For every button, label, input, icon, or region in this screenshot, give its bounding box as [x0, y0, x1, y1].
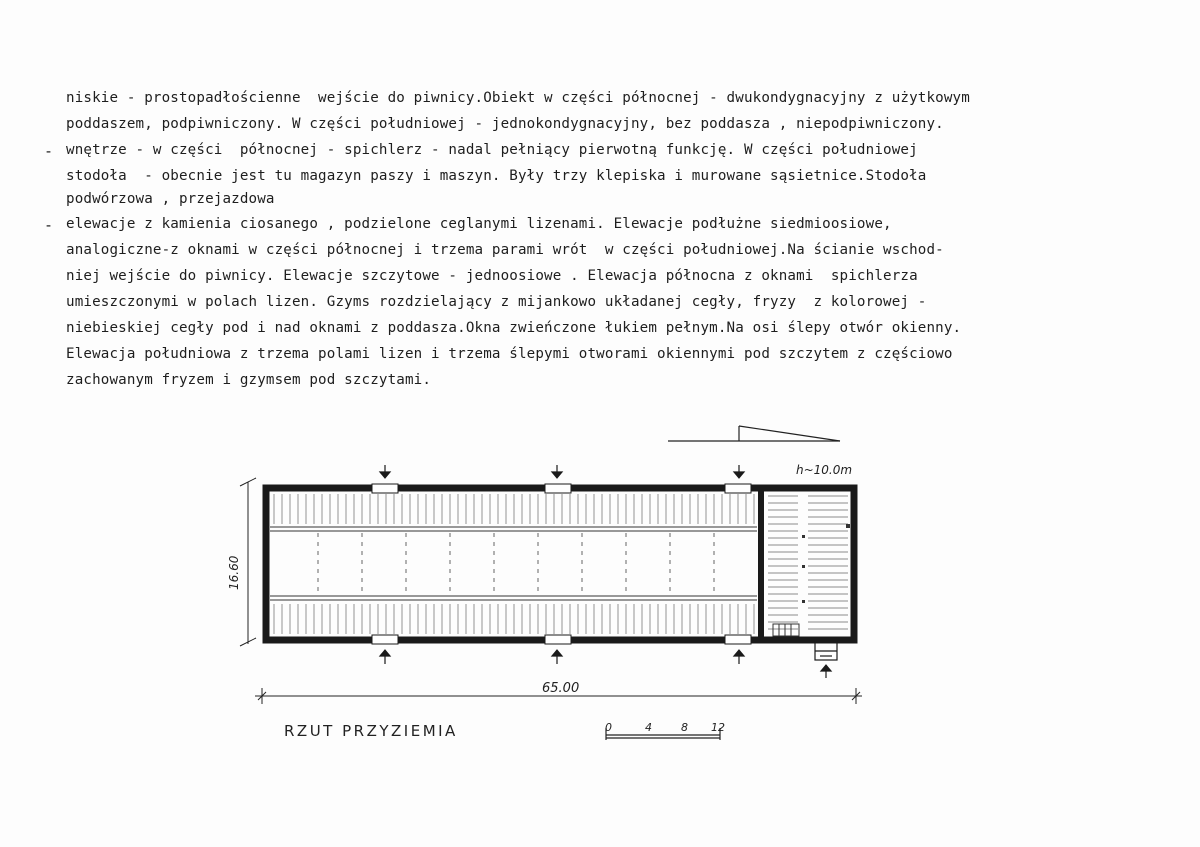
scale-label-12: 12	[711, 721, 725, 734]
length-dimension-label: 65.00	[542, 681, 580, 696]
width-dimension-line	[240, 478, 256, 646]
text-line-6: elewacje z kamienia ciosanego , podzielone ceglanymi lizenami. Elewacje podłużne siedmioosiowe,	[66, 216, 892, 232]
door-openings	[372, 484, 751, 644]
barn-floor-hatching	[274, 494, 754, 634]
text-line-8: niej wejście do piwnicy. Elewacje szczytowe - jednoosiowe . Elewacja północna z oknami spichlerza	[66, 268, 918, 284]
text-line-12: zachowanym fryzem i gzymsem pod szczytami.	[66, 372, 432, 388]
text-line-5: podwórzowa , przejazdowa	[66, 191, 275, 207]
text-line-1: niskie - prostopadłościenne wejście do piwnicy.Obiekt w części północnej - dwukondygnacyjny z użytkowym	[66, 90, 970, 106]
text-line-11: Elewacja południowa z trzema polami lizen i trzema ślepymi otworami okiennymi pod szczytem z częściowo	[66, 346, 953, 362]
scale-label-0: 0	[605, 721, 612, 734]
text-line-7: analogiczne-z oknami w części północnej i trzema parami wrót w części południowej.Na ścianie wschod-	[66, 242, 944, 258]
text-line-9: umieszczonymi w polach lizen. Gzyms rozdzielający z mijankowo układanej cegły, fryzy z kolorowej -	[66, 294, 927, 310]
bullet-dash-2: -	[44, 216, 54, 234]
barn-column-lines	[318, 533, 714, 594]
text-line-3: wnętrze - w części północnej - spichlerz - nadal pełniący pierwotną funkcję. W części południowej	[66, 142, 918, 158]
plan-title: RZUT PRZYZIEMIA	[284, 722, 458, 740]
granary-posts	[802, 524, 850, 603]
height-label: h~10.0m	[796, 463, 853, 477]
cellar-entrance	[815, 642, 837, 660]
scale-label-4: 4	[645, 721, 652, 734]
width-dimension-label: 16.60	[227, 555, 241, 590]
granary-stairs	[773, 624, 799, 636]
granary-floor-hatching	[768, 496, 848, 629]
barn-beams	[270, 527, 757, 600]
text-line-2: poddaszem, podpiwniczony. W części południowej - jednokondygnacyjny, bez poddasza , niepodpiwniczony.	[66, 116, 944, 132]
scale-bar	[606, 728, 720, 740]
text-line-10: niebieskiej cegły pod i nad oknami z poddasza.Okna zwieńczone łukiem pełnym.Na osi ślepy otwór okienny.	[66, 320, 962, 336]
text-line-4: stodoła - obecnie jest tu magazyn paszy i maszyn. Były trzy klepiska i murowane sąsietnice.Stodoła	[66, 168, 927, 184]
north-arrow-icon	[668, 426, 840, 441]
bullet-dash-1: -	[44, 142, 54, 160]
scale-label-8: 8	[681, 721, 688, 734]
